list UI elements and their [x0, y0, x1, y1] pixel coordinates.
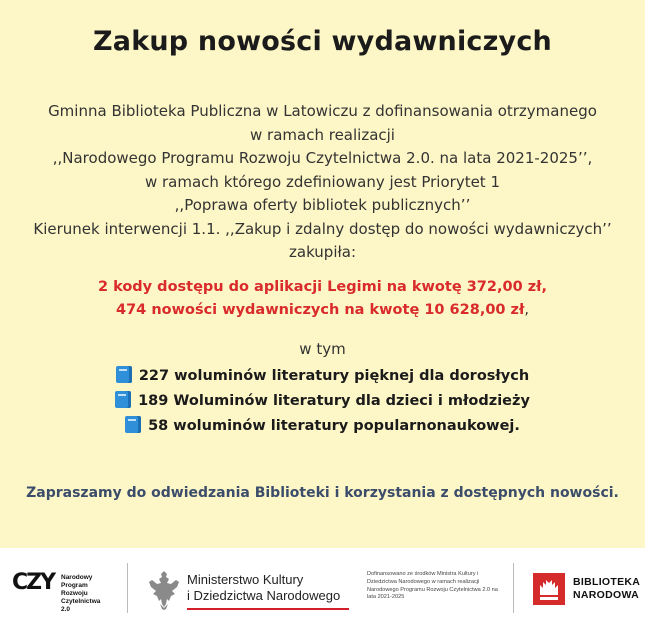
funding-note: Dofinansowano ze środków Ministra Kultury i Dziedzictwa Narodowego w ramach realizacji Narodowego Programu Rozwoju Czytelnictwa 2.0 na lata 2021-2025 — [367, 571, 498, 601]
bn-line: BIBLIOTEKA — [573, 576, 641, 588]
nprc-line: Program — [61, 582, 88, 589]
intro-line: w ramach którego zdefiniowany jest Priorytet 1 — [144, 172, 501, 191]
list-item — [0, 414, 645, 439]
crown-emblem-icon — [533, 573, 565, 605]
purchase-line: 2 kody dostępu do aplikacji Legimi na kwotę 372,00 zł, — [97, 279, 548, 295]
purchases — [0, 276, 645, 322]
blue-book-icon — [115, 391, 131, 408]
page-title: Zakup nowości wydawniczych — [93, 26, 552, 57]
nprc-line: Narodowy — [61, 574, 93, 581]
blue-book-icon — [125, 416, 141, 433]
ministry-line: Ministerstwo Kultury — [187, 572, 304, 587]
divider — [513, 563, 514, 613]
nprc-logo-text — [61, 574, 100, 614]
list-item-text: 189 Woluminów literatury dla dzieci i młodzieży — [138, 393, 530, 409]
intro-line: Kierunek interwencji 1.1. ,,Zakup i zdalny dostęp do nowości wydawniczych’’ — [33, 219, 612, 238]
intro-line: Gminna Biblioteka Publiczna w Latowiczu z dofinansowania otrzymanego — [48, 102, 597, 120]
purchase-line-tail: , — [524, 302, 529, 318]
list-item — [0, 364, 645, 389]
nprc-logo — [12, 571, 122, 623]
intro-line: zakupiła: — [289, 243, 356, 261]
intro-line: ,,Narodowego Programu Rozwoju Czytelnictwa 2.0. na lata 2021-2025’’, — [52, 149, 593, 167]
intro-line: w ramach realizacji — [250, 125, 395, 144]
ministry-logo — [147, 566, 357, 616]
list-item — [0, 389, 645, 414]
ministry-line: i Dziedzictwa Narodowego — [187, 588, 341, 603]
divider — [127, 563, 128, 613]
purchase-line-text: 474 nowości wydawniczych na kwotę 10 628,00 zł — [116, 302, 525, 318]
purchase-line — [0, 299, 645, 322]
in-that-label: w tym — [299, 340, 346, 358]
intro-line: ,,Poprawa oferty bibliotek publicznych’’ — [174, 196, 471, 214]
biblioteka-narodowa-logo — [533, 571, 643, 611]
nprc-line: Rozwoju — [61, 590, 88, 597]
bn-name — [573, 576, 640, 602]
blue-book-icon — [116, 366, 132, 383]
bn-line: NARODOWA — [573, 589, 639, 601]
list-item-text: 227 woluminów literatury pięknej dla dorosłych — [138, 368, 530, 384]
eagle-emblem-icon — [147, 568, 181, 612]
nprc-line: Czytelnictwa — [61, 598, 101, 605]
nprc-line: 2.0 — [61, 606, 71, 613]
nprc-glyph: CZY — [12, 570, 55, 595]
ministry-underline — [187, 608, 349, 610]
volume-list — [0, 364, 645, 439]
list-item-text: 58 woluminów literatury popularnonaukowej. — [148, 418, 520, 434]
invitation-text: Zapraszamy do odwiedzania Biblioteki i korzystania z dostępnych nowości. — [26, 485, 619, 501]
intro-text — [0, 100, 645, 265]
ministry-name — [187, 572, 340, 604]
